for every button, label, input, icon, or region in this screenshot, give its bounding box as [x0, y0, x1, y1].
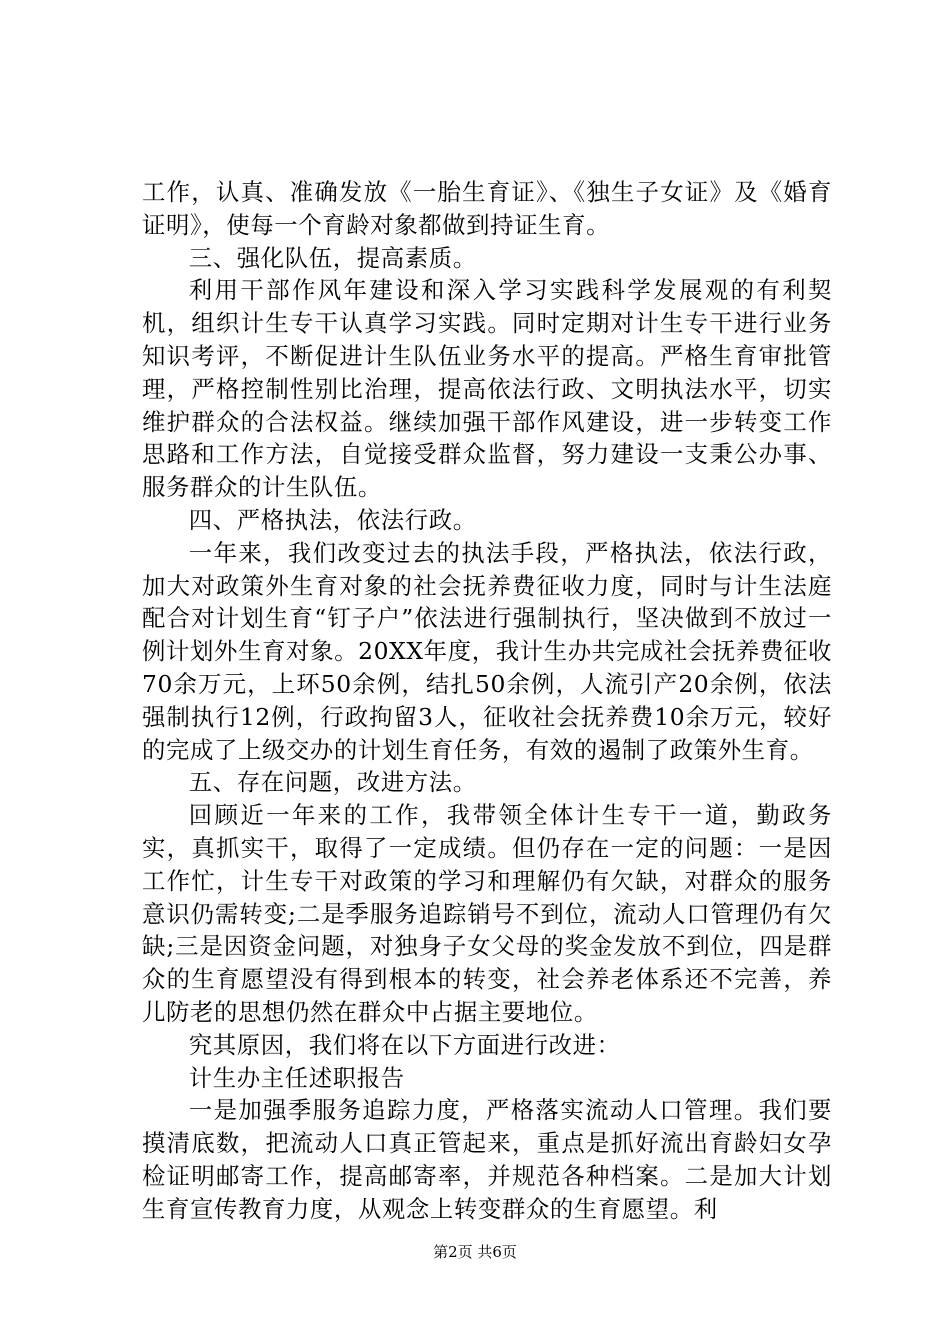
paragraph-10: 一是加强季服务追踪力度，严格落实流动人口管理。我们要摸清底数，把流动人口真正管起来，重点是抓好流出育龄妇女孕检证明邮寄工作，提高邮寄率，并规范各种档案。二是加大计划生育宣传教育力度，从观念上转变群众的生育愿望。利	[142, 1096, 832, 1223]
paragraph-1: 工作，认真、准确发放《一胎生育证》、《独生子女证》及《婚育证明》，使每一个育龄对象都做到持证生育。	[142, 178, 832, 239]
page-footer	[0, 1242, 950, 1262]
section-heading-4: 四、严格执法，依法行政。	[188, 505, 477, 534]
page-number-label: 第2页 共6页	[433, 1243, 517, 1261]
section-heading-5: 五、存在问题，改进方法。	[188, 768, 477, 797]
document-body	[142, 176, 832, 1226]
section-heading-3: 三、强化队伍，提高素质。	[188, 243, 477, 272]
paragraph-7: 回顾近一年来的工作，我带领全体计生专干一道，勤政务实，真抓实干，取得了一定成绩。但仍存在一定的问题：一是因工作忙，计生专干对政策的学习和理解仍有欠缺，对群众的服务意识仍需转变;二是季服务追踪销号不到位，流动人口管理仍有欠缺;三是因资金问题，对独身子女父母的奖金发放不到位，四是群众的生育愿望没有得到根本的转变，社会养老体系还不完善，养儿防老的思想仍然在群众中占据主要地位。	[142, 801, 832, 1026]
paragraph-8: 究其原因，我们将在以下方面进行改进：	[188, 1030, 621, 1059]
inline-title: 计生办主任述职报告	[188, 1063, 405, 1092]
paragraph-3: 利用干部作风年建设和深入学习实践科学发展观的有利契机，组织计生专干认真学习实践。同时定期对计生专干进行业务知识考评，不断促进计生队伍业务水平的提高。严格生育审批管理，严格控制性别比治理，提高依法行政、文明执法水平，切实维护群众的合法权益。继续加强干部作风建设，进一步转变工作思路和工作方法，自觉接受群众监督，努力建设一支秉公办事、服务群众的计生队伍。	[142, 276, 832, 502]
paragraph-5: 一年来，我们改变过去的执法手段，严格执法，依法行政，加大对政策外生育对象的社会抚养费征收力度，同时与计生法庭配合对计划生育“钉子户”依法进行强制执行，坚决做到不放过一例计划外生育对象。20XX年度，我计生办共完成社会抚养费征收70余万元，上环50余例，结扎50余例，人流引产20余例，依法强制执行12例，行政拘留3人，征收社会抚养费10余万元，较好的完成了上级交办的计划生育任务，有效的遏制了政策外生育。	[142, 538, 832, 764]
